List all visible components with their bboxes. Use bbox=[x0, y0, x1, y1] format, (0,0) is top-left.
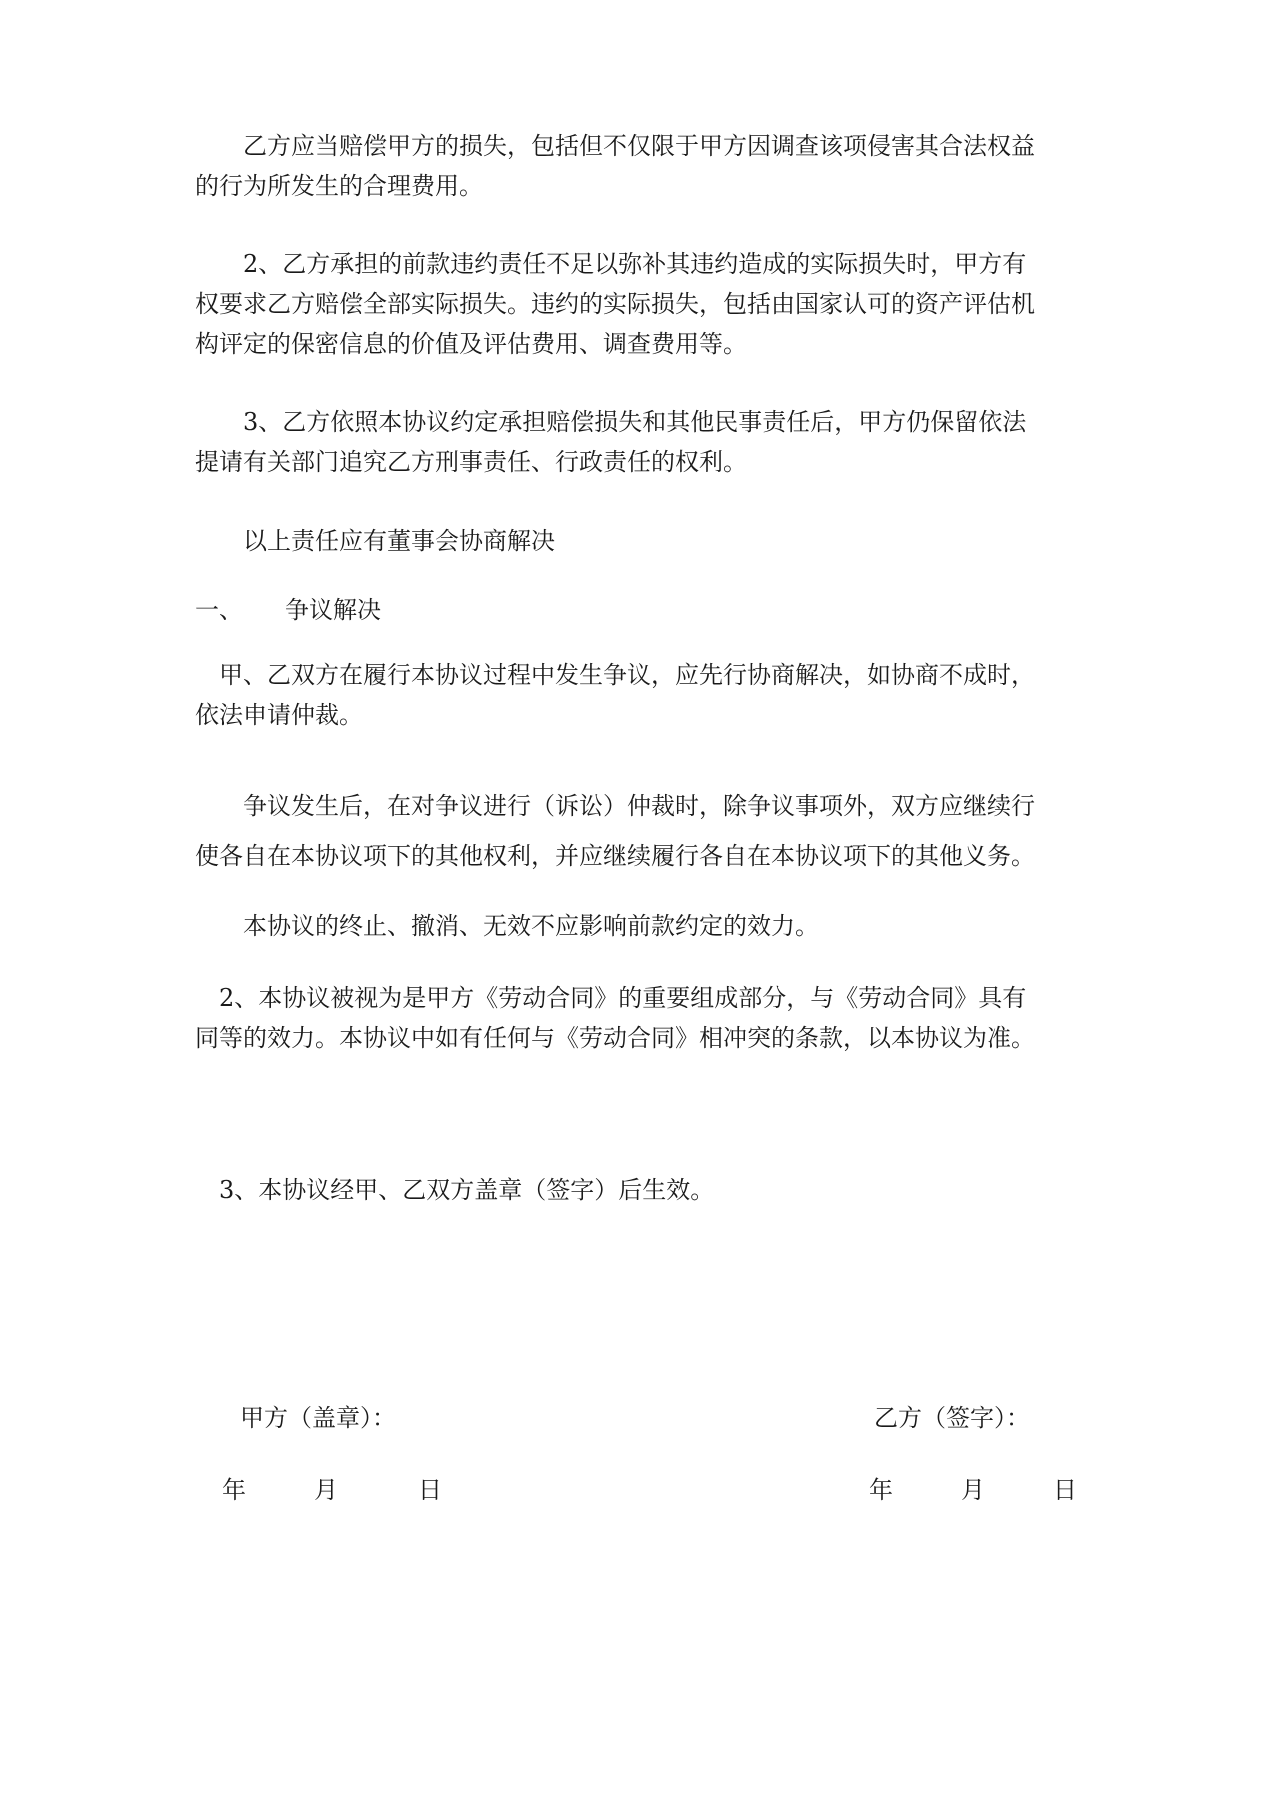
party-b-date bbox=[869, 1470, 1077, 1510]
paragraph-labor-contract bbox=[195, 978, 1085, 1058]
text-line: 以上责任应有董事会协商解决 bbox=[243, 527, 555, 555]
paragraph-clause-2 bbox=[195, 244, 1085, 364]
paragraph-effective bbox=[195, 1170, 1085, 1210]
text-line: 甲、乙双方在履行本协议过程中发生争议，应先行协商解决，如协商不成时， bbox=[219, 661, 1035, 689]
text-line: 3、乙方依照本协议约定承担赔偿损失和其他民事责任后，甲方仍保留依法 bbox=[243, 408, 1027, 436]
text-line: 的行为所发生的合理费用。 bbox=[195, 172, 483, 200]
party-b-signature-label: 乙方（签字）： bbox=[874, 1404, 1030, 1432]
text-line: 构评定的保密信息的价值及评估费用、调查费用等。 bbox=[195, 330, 747, 358]
paragraph-clause-3 bbox=[195, 402, 1085, 482]
party-b-month: 月 bbox=[961, 1476, 985, 1504]
party-b-year: 年 bbox=[869, 1476, 893, 1504]
section-number: 一、 bbox=[195, 596, 243, 624]
text-line: 乙方应当赔偿甲方的损失，包括但不仅限于甲方因调查该项侵害其合法权益 bbox=[243, 132, 1035, 160]
heading-line bbox=[195, 590, 1085, 630]
section-title: 争议解决 bbox=[285, 596, 381, 624]
party-a-day: 日 bbox=[418, 1476, 442, 1504]
text-line: 争议发生后，在对争议进行（诉讼）仲裁时，除争议事项外，双方应继续行 bbox=[243, 792, 1035, 820]
text-line: 2、本协议被视为是甲方《劳动合同》的重要组成部分，与《劳动合同》具有 bbox=[219, 984, 1027, 1012]
paragraph-dispute bbox=[195, 655, 1085, 735]
party-a-year: 年 bbox=[222, 1476, 246, 1504]
paragraph-after-dispute bbox=[195, 781, 1085, 881]
paragraph-termination bbox=[195, 906, 1085, 946]
party-b-day: 日 bbox=[1053, 1476, 1077, 1504]
paragraph-compensation bbox=[195, 126, 1085, 206]
text-line: 本协议的终止、撤消、无效不应影响前款约定的效力。 bbox=[243, 912, 819, 940]
party-a-date bbox=[222, 1470, 442, 1510]
section-heading bbox=[195, 590, 1085, 630]
text-line: 依法申请仲裁。 bbox=[195, 701, 363, 729]
text-line: 权要求乙方赔偿全部实际损失。违约的实际损失，包括由国家认可的资产评估机 bbox=[195, 290, 1035, 318]
text-line: 同等的效力。本协议中如有任何与《劳动合同》相冲突的条款，以本协议为准。 bbox=[195, 1024, 1035, 1052]
party-a-month: 月 bbox=[314, 1476, 338, 1504]
text-line: 使各自在本协议项下的其他权利，并应继续履行各自在本协议项下的其他义务。 bbox=[195, 842, 1035, 870]
party-a-seal-label: 甲方（盖章）： bbox=[240, 1404, 396, 1432]
paragraph-board-resolution bbox=[195, 521, 1085, 561]
text-line: 2、乙方承担的前款违约责任不足以弥补其违约造成的实际损失时，甲方有 bbox=[243, 250, 1027, 278]
text-line: 提请有关部门追究乙方刑事责任、行政责任的权利。 bbox=[195, 448, 747, 476]
text-line: 3、本协议经甲、乙双方盖章（签字）后生效。 bbox=[219, 1176, 715, 1204]
